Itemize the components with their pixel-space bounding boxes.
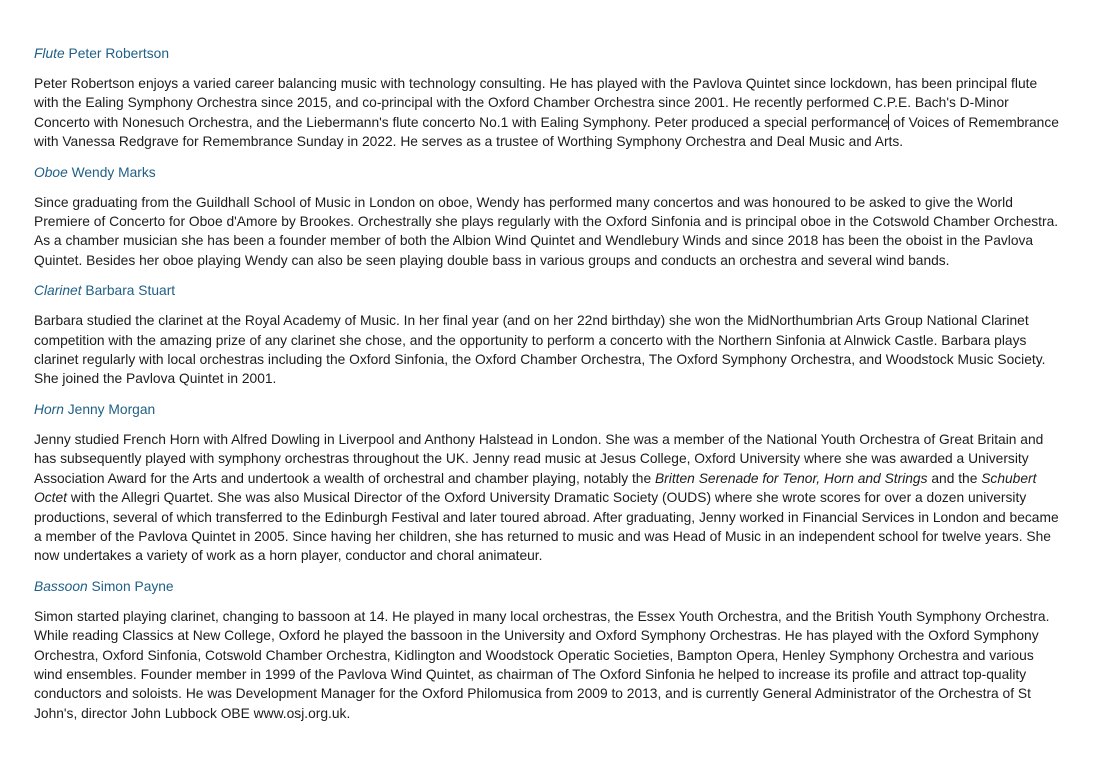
instrument-label: Flute bbox=[34, 46, 65, 61]
instrument-label: Horn bbox=[34, 401, 64, 417]
member-heading-clarinet bbox=[34, 281, 1059, 300]
instrument-label: Clarinet bbox=[34, 283, 82, 299]
member-horn bbox=[34, 400, 1059, 566]
member-name: Peter Robertson bbox=[68, 46, 169, 61]
member-heading-flute bbox=[34, 44, 1059, 63]
member-name: Wendy Marks bbox=[71, 164, 156, 180]
member-bio-flute[interactable] bbox=[34, 74, 1059, 152]
member-heading-horn bbox=[34, 400, 1059, 419]
member-name: Simon Payne bbox=[91, 578, 174, 594]
member-heading-oboe bbox=[34, 163, 1059, 182]
member-bio-oboe[interactable]: Since graduating from the Guildhall School of Music in London on oboe, Wendy has performed many concertos and was honoured to be asked to give the World Premiere of Concerto for Oboe d'Amore by Brookes. Orchestrally she plays regularly with the Oxford Sinfonia and is principal oboe in the Cotswold Chamber Orchestra. As a chamber musician she has been a founder member of both the Albion Wind Quintet and Wendlebury Winds and since 2018 has been the oboist in the Pavlova Quintet. Besides her oboe playing Wendy can also be seen playing double bass in various groups and conducts an orchestra and several wind bands. bbox=[34, 194, 1059, 268]
bio-text: of Voices of Remembrance with Vanessa Redgrave for Remembrance Sunday in 2022. He serves as a trustee of Worthing Symphony Orchestra and Deal Music and Arts. bbox=[34, 114, 1059, 150]
member-heading-bassoon bbox=[34, 577, 1059, 596]
bio-text: Peter Robertson enjoys a varied career balancing music with technology consulting. He has played with the Pavlova Quintet since lockdown, has been principal flute with the Ealing Symphony Orchestra since 2015, and co-principal with the Oxford Chamber Orchestra since 2001. He recently performed C.P.E. Bach's D-Minor Concerto with Nonesuch Orchestra, and the Liebermann's flute concerto No.1 with Ealing Symphony. Peter produced a special performance bbox=[34, 76, 1038, 130]
member-oboe bbox=[34, 163, 1059, 271]
member-bassoon bbox=[34, 577, 1059, 723]
member-name: Barbara Stuart bbox=[85, 283, 176, 299]
bio-text: and the bbox=[927, 470, 982, 486]
instrument-label: Bassoon bbox=[34, 578, 88, 594]
member-clarinet bbox=[34, 281, 1059, 389]
bio-text: Jenny studied French Horn with Alfred Dowling in Liverpool and Anthony Halstead in London. She was a member of the National Youth Orchestra of Great Britain and has subsequently played with symphony orchestras throughout the UK. Jenny read music at Jesus College, Oxford University where she was awarded a University Association Award for the Arts and undertook a wealth of orchestral and chamber playing, notably the bbox=[34, 431, 1044, 486]
member-bio-clarinet[interactable]: Barbara studied the clarinet at the Royal Academy of Music. In her final year (and on her 22nd birthday) she won the MidNorthumbrian Arts Group National Clarinet competition with the amazing prize of any clarinet she chose, and the opportunity to perform a concerto with the Northern Sinfonia at Alnwick Castle. Barbara plays clarinet regularly with local orchestras including the Oxford Sinfonia, the Oxford Chamber Orchestra, The Oxford Symphony Orchestra, and Woodstock Music Society. She joined the Pavlova Quintet in 2001. bbox=[34, 313, 1046, 387]
member-name: Jenny Morgan bbox=[67, 401, 156, 417]
member-bio-horn[interactable] bbox=[34, 430, 1059, 566]
instrument-label: Oboe bbox=[34, 164, 68, 180]
work-title-britten: Britten Serenade for Tenor, Horn and Strings bbox=[654, 470, 928, 486]
member-bio-bassoon[interactable]: Simon started playing clarinet, changing to bassoon at 14. He played in many local orchestras, the Essex Youth Orchestra, and the British Youth Symphony Orchestra. While reading Classics at New College, Oxford he played the bassoon in the University and Oxford Symphony Orchestras. He has played with the Oxford Symphony Orchestra, Oxford Sinfonia, Cotswold Chamber Orchestra, Kidlington and Woodstock Operatic Societies, Bampton Opera, Henley Symphony Orchestra and various wind ensembles. Founder member in 1999 of the Pavlova Wind Quintet, as chairman of The Oxford Sinfonia he helped to increase its profile and attract top-quality conductors and soloists. He was Development Manager for the Oxford Philomusica from 2009 to 2013, and is currently General Administrator of the Orchestra of St John's, director John Lubbock OBE www.osj.org.uk. bbox=[34, 608, 1050, 721]
member-flute bbox=[34, 44, 1059, 152]
bio-text: with the Allegri Quartet. She was also Musical Director of the Oxford University Dramatic Society (OUDS) where she wrote scores for over a dozen university productions, several of which transferred to the Edinburgh Festival and later toured abroad. After graduating, Jenny worked in Financial Services in London and became a member of the Pavlova Quintet in 2005. Since having her children, she has returned to music and was Head of Music in an independent school for twelve years. She now undertakes a variety of work as a horn player, conductor and choral animateur. bbox=[34, 490, 1059, 564]
work-title-schubert: Schubert Octet bbox=[34, 470, 1037, 506]
